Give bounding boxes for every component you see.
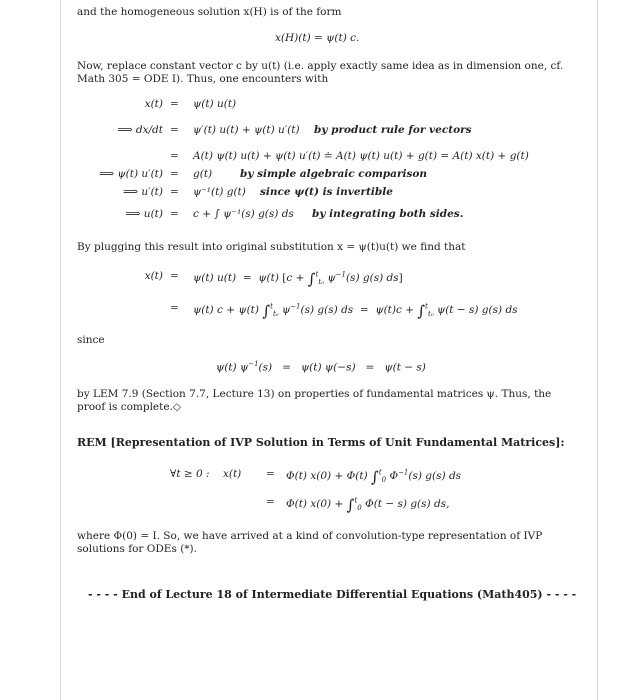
derivation-rhs: ψ⁻¹(t) g(t) (193, 186, 246, 198)
derivation-lhs: ⟹ dx/dt (117, 124, 163, 136)
derivation-lhs: x(t) (144, 98, 163, 110)
derivation-rhs: g(t) (193, 168, 213, 180)
derivation-note: by integrating both sides. (312, 208, 464, 220)
derivation-note: by product rule for vectors (314, 124, 472, 136)
derivation-rhs: ψ(t) u(t) (193, 98, 237, 110)
page-border-left (60, 0, 61, 700)
paragraph-proof-complete: by LEM 7.9 (Section 7.7, Lecture 13) on properties of fundamental matrices ψ. Thus, the proof is complete.◇ (77, 388, 552, 413)
derivation-note: since ψ(t) is invertible (260, 186, 393, 198)
paragraph-plugging: By plugging this result into original substitution x = ψ(t)u(t) we find that (77, 241, 466, 253)
paragraph-convolution: where Φ(0) = I. So, we have arrived at a kind of convolution-type representation of IVP solutions for ODEs (*). (77, 530, 543, 555)
document-page: and the homogeneous solution x(H) is of the form x(H)(t) = ψ(t) c. Now, replace constant vector c by u(t) (i.e. apply exactly same idea as in dimension one, cf. Math 305 = ODE I). Thus, one encounters with x(t) = ψ(t) u(t) ⟹ dx/dt = ψ′(t) u(t) + ψ(t) u′(t) by product rule for vectors = A(t) ψ(t) u(t) + ψ(t) u′(t) ≐ A(t) ψ(t) u(t) + g(t) = A(t) x(t) + g(t) ⟹ ψ(t) u′(t) = g(t) by simple algebraic comparison ⟹ u′(t) = ψ⁻¹(t) g(t) since ψ(t) is invertible ⟹ u(t) = c + ∫ ψ⁻¹(s) g(s) ds by integrating both sides. By plugging this result into original substitution x = ψ(t)u(t) we find that x(t) = ψ(t) u(t) = ψ(t) [c + ∫$^t_{t_0}$ $\psi^{-1}(s)$ g(s) ds] = ψ(t) c + ψ(t) ∫$^t_{t_0}$ $\psi^{-1}(s)$ g(s) ds = ψ(t)c + ∫$^t_{t_0}$ ψ(t − s) g(s) ds since ψ(t) $\psi^{-1}(s) = \psi(t) \psi(-s) = \psi(t - s)$ by LEM 7.9 (Section 7.7, Lecture 13) on properties of fundamental matrices ψ. Thus, the proof is complete.◇ REM [Representation of IVP Solution in Terms of Unit Fundamental Matrices]: ∀t ≥ 0 : x(t) = Φ(t) x(0) + Φ(t) ∫$^t_0$ $\Phi^{-1}(s)$ g(s) ds = Φ(t) x(0) + ∫$^t_0$ Φ(t − s) g(s) ds, where Φ(0) = I. So, we have arrived at a kind of convolution-type representation of IVP solutions for ODEs (*). - - - - End of Lecture 18 of Intermediate Differential Equations (Math405) - - - - (0, 0, 631, 700)
since-label: since (77, 334, 105, 346)
derivation-note: by simple algebraic comparison (240, 168, 428, 180)
lecture-footer: - - - - End of Lecture 18 of Intermediate Differential Equations (Math405) - - - - (88, 588, 577, 601)
derivation-rhs: ψ′(t) u(t) + ψ(t) u′(t) (193, 124, 300, 136)
paragraph-substitution: Now, replace constant vector c by u(t) (i.e. apply exactly same idea as in dimension one, cf. Math 305 = ODE I). Thus, one encounters with (77, 60, 564, 85)
derivation-lhs: ⟹ u(t) (125, 208, 163, 220)
rem-heading: REM [Representation of IVP Solution in Terms of Unit Fundamental Matrices]: (77, 436, 565, 449)
page-border-right (597, 0, 598, 700)
intro-line: and the homogeneous solution x(H) is of the form (77, 6, 342, 18)
derivation-rhs: c + ∫ ψ⁻¹(s) g(s) ds (193, 208, 294, 220)
derivation-rhs: A(t) ψ(t) u(t) + ψ(t) u′(t) ≐ A(t) ψ(t) u(t) + g(t) = A(t) x(t) + g(t) (193, 150, 529, 162)
homogeneous-equation: x(H)(t) = ψ(t) c. (275, 32, 360, 44)
derivation-lhs: ⟹ ψ(t) u′(t) (99, 168, 163, 180)
derivation-lhs: ⟹ u′(t) (123, 186, 163, 198)
